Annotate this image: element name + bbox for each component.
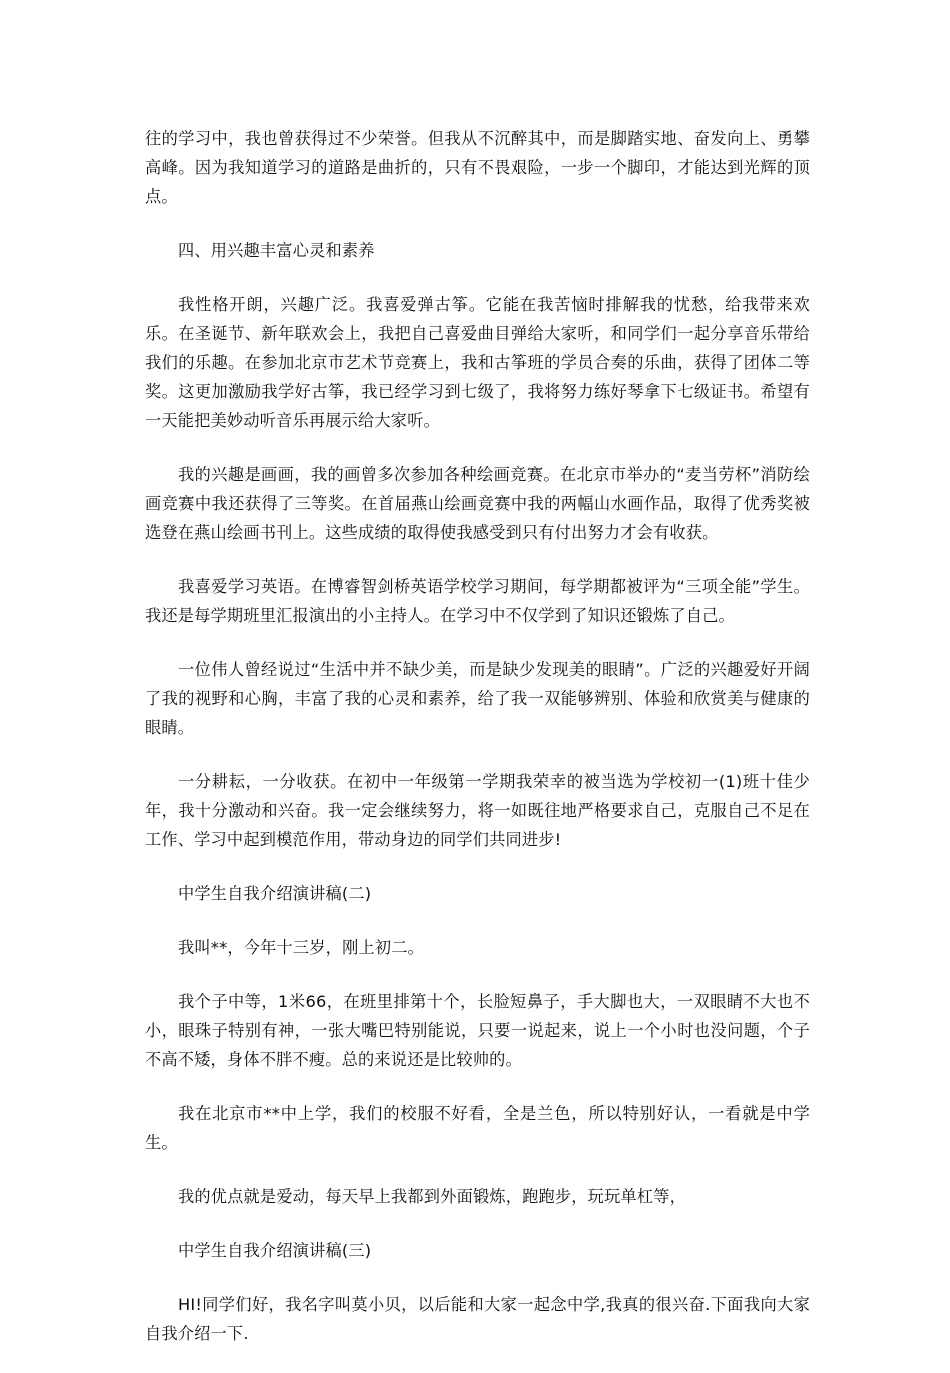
paragraph-beauty-quote: 一位伟人曾经说过“生活中并不缺少美，而是缺少发现美的眼睛”。广泛的兴趣爱好开阔了我的视野和心胸，丰富了我的心灵和素养，给了我一双能够辨别、体验和欣赏美与健康的眼睛。 (145, 660, 810, 737)
section-heading-interests: 四、用兴趣丰富心灵和素养 (178, 241, 375, 260)
paragraph-school: 我在北京市**中上学，我们的校服不好看，全是兰色，所以特别好认，一看就是中学生。 (145, 1104, 810, 1152)
paragraph-appearance: 我个子中等，1米66，在班里排第十个，长脸短鼻子，手大脚也大，一双眼睛不大也不小，眼珠子特别有神，一张大嘴巴特别能说，只要一说起来，说上一个小时也没问题，个子不高不矮，身体不胖不瘦。总的来说还是比较帅的。 (145, 992, 810, 1069)
paragraph-greeting: HI!同学们好，我名字叫莫小贝，以后能和大家一起念中学,我真的很兴奋.下面我向大家自我介绍一下. (145, 1295, 810, 1343)
section-heading-speech-two: 中学生自我介绍演讲稿(二) (178, 884, 372, 903)
paragraph-english: 我喜爱学习英语。在博睿智剑桥英语学校学习期间，每学期都被评为“三项全能”学生。我还是每学期班里汇报演出的小主持人。在学习中不仅学到了知识还锻炼了自己。 (145, 577, 810, 625)
section-heading-speech-three: 中学生自我介绍演讲稿(三) (178, 1241, 372, 1260)
paragraph-harvest: 一分耕耘，一分收获。在初中一年级第一学期我荣幸的被当选为学校初一(1)班十佳少年，我十分激动和兴奋。我一定会继续努力，将一如既往地严格要求自己，克服自己不足在工作、学习中起到模范作用，带动身边的同学们共同进步! (145, 772, 810, 849)
paragraph-honors-continuation: 往的学习中，我也曾获得过不少荣誉。但我从不沉醉其中，而是脚踏实地、奋发向上、勇攀高峰。因为我知道学习的道路是曲折的，只有不畏艰险，一步一个脚印，才能达到光辉的顶点。 (145, 129, 810, 206)
paragraph-guzheng: 我性格开朗，兴趣广泛。我喜爱弹古筝。它能在我苦恼时排解我的忧愁，给我带来欢乐。在圣诞节、新年联欢会上，我把自己喜爱曲目弹给大家听，和同学们一起分享音乐带给我们的乐趣。在参加北京市艺术节竞赛上，我和古筝班的学员合奏的乐曲，获得了团体二等奖。这更加激励我学好古筝，我已经学习到七级了，我将努力练好琴拿下七级证书。希望有一天能把美妙动听音乐再展示给大家听。 (145, 295, 810, 430)
paragraph-intro-name: 我叫**，今年十三岁，刚上初二。 (178, 938, 425, 957)
document-body (145, 124, 810, 1373)
paragraph-strengths: 我的优点就是爱动，每天早上我都到外面锻炼，跑跑步，玩玩单杠等， (178, 1187, 687, 1206)
paragraph-painting: 我的兴趣是画画，我的画曾多次参加各种绘画竞赛。在北京市举办的“麦当劳杯”消防绘画竞赛中我还获得了三等奖。在首届燕山绘画竞赛中我的两幅山水画作品，取得了优秀奖被选登在燕山绘画书刊上。这些成绩的取得使我感受到只有付出努力才会有收获。 (145, 465, 810, 542)
